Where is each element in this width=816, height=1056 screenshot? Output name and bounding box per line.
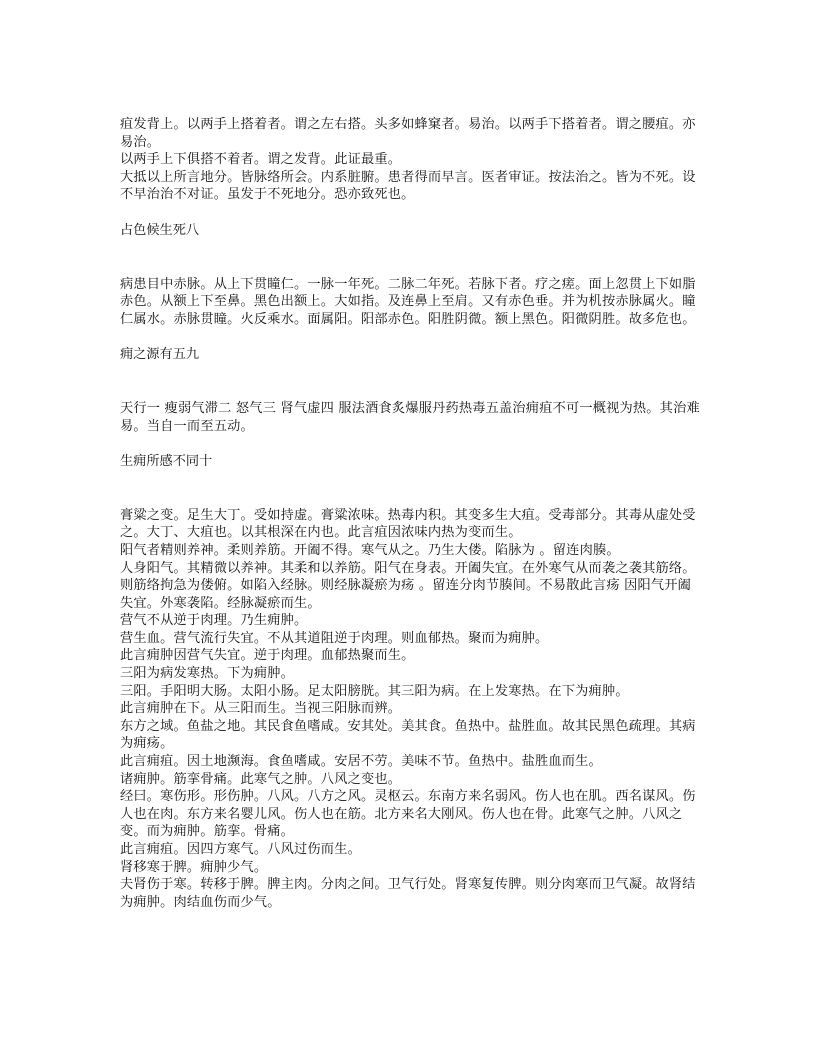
paragraph: 夫肾伤于寒。转移于脾。脾主肉。分肉之间。卫气行处。肾寒复传脾。则分肉寒而卫气凝。故肾结为痈肿。肉结血伤而少气。 [120, 877, 696, 910]
section-heading: 生痈所感不同十 [120, 454, 213, 470]
paragraph: 天行一 瘦弱气滞二 怒气三 肾气虚四 服法酒食炙爆服丹药热毒五盖治痈疽不可一概视为热。其治难易。当自一而至五动。 [120, 400, 700, 434]
paragraph: 大抵以上所言地分。皆脉络所会。内系脏腑。患者得而早言。医者审证。按法治之。皆为不死。设不早治治不对证。虽发于不死地分。恐亦致死也。 [120, 169, 696, 203]
paragraph: 诸痈肿。筋挛骨痛。此寒气之肿。八风之变也。 [120, 771, 402, 787]
paragraph: 营生血。营气流行失宜。不从其道阻逆于肉理。则血郁热。聚而为痈肿。 [120, 630, 549, 646]
paragraph: 东方之域。鱼盐之地。其民食鱼嗜咸。安其处。美其食。鱼热中。盐胜血。故其民黑色疏理。其病为痈疡。 [120, 718, 696, 752]
paragraph: 此言痈肿因营气失宜。逆于肉理。血郁热聚而生。 [120, 648, 415, 664]
paragraph: 此言痈肿在下。从三阳而生。当视三阳脉而辨。 [120, 701, 402, 717]
paragraph: 三阳。手阳明大肠。太阳小肠。足太阳膀胱。其三阳为病。在上发寒热。在下为痈肿。 [120, 683, 629, 699]
paragraph: 此言痈疽。因四方寒气。八风过伤而生。 [120, 842, 361, 857]
paragraph: 此言痈疽。因土地濒海。食鱼嗜咸。安居不劳。美味不节。鱼热中。盐胜血而生。 [120, 754, 602, 770]
paragraph: 营气不从逆于肉理。乃生痈肿。 [120, 613, 308, 629]
paragraph: 肾移寒于脾。痈肿少气。 [120, 859, 268, 875]
paragraph: 人身阳气。其精微以养神。其柔和以养筋。阳气在身表。开阖失宜。在外寒气从而袭之袭其筋络。则筋络拘急为偻俯。如陷入经脉。则经脉凝瘀为疡 。留连分肉节腠间。不易散此言疡 因阳气开阖失宜。外寒袭陷。经脉凝瘀而生。 [120, 560, 696, 611]
paragraph: 以两手上下俱搭不着者。谓之发背。此证最重。 [120, 152, 402, 168]
section-heading: 占色候生死八 [120, 222, 200, 238]
document-page [120, 116, 700, 911]
paragraph: 阳气者精则养神。柔则养筋。开阖不得。寒气从之。乃生大偻。陷脉为 。留连肉腠。 [120, 542, 620, 558]
paragraph: 疽发背上。以两手上搭着者。谓之左右搭。头多如蜂窠者。易治。以两手下搭着者。谓之腰疽。亦易治。 [120, 117, 696, 150]
paragraph: 病患目中赤脉。从上下贯瞳仁。一脉一年死。二脉二年死。若脉下者。疗之瘥。面上忽贯上下如脂赤色。从额上下至鼻。黑色出额上。大如指。及连鼻上至肩。又有赤色垂。并为机按赤脉属火。瞳仁属水。赤脉贯瞳。火反乘水。面属阳。阳部赤色。阳胜阴微。额上黑色。阳微阴胜。故多危也。 [120, 276, 696, 327]
paragraph: 膏粱之变。足生大丁。受如持虚。膏粱浓味。热毒内积。其变多生大疽。受毒部分。其毒从虚处受之。大丁、大疽也。以其根深在内也。此言疽因浓味内热为变而生。 [120, 507, 696, 541]
paragraph: 三阳为病发寒热。下为痈肿。 [120, 666, 295, 682]
paragraph: 经曰。寒伤形。形伤肿。八风。八方之风。灵枢云。东南方来名弱风。伤人也在肌。西名谋风。伤人也在肉。东方来名婴儿风。伤人也在筋。北方来名大刚风。伤人也在骨。此寒气之肿。八风之变。而为痈肿。筋挛。骨痛。 [120, 789, 696, 840]
section-heading: 痈之源有五九 [120, 347, 200, 363]
